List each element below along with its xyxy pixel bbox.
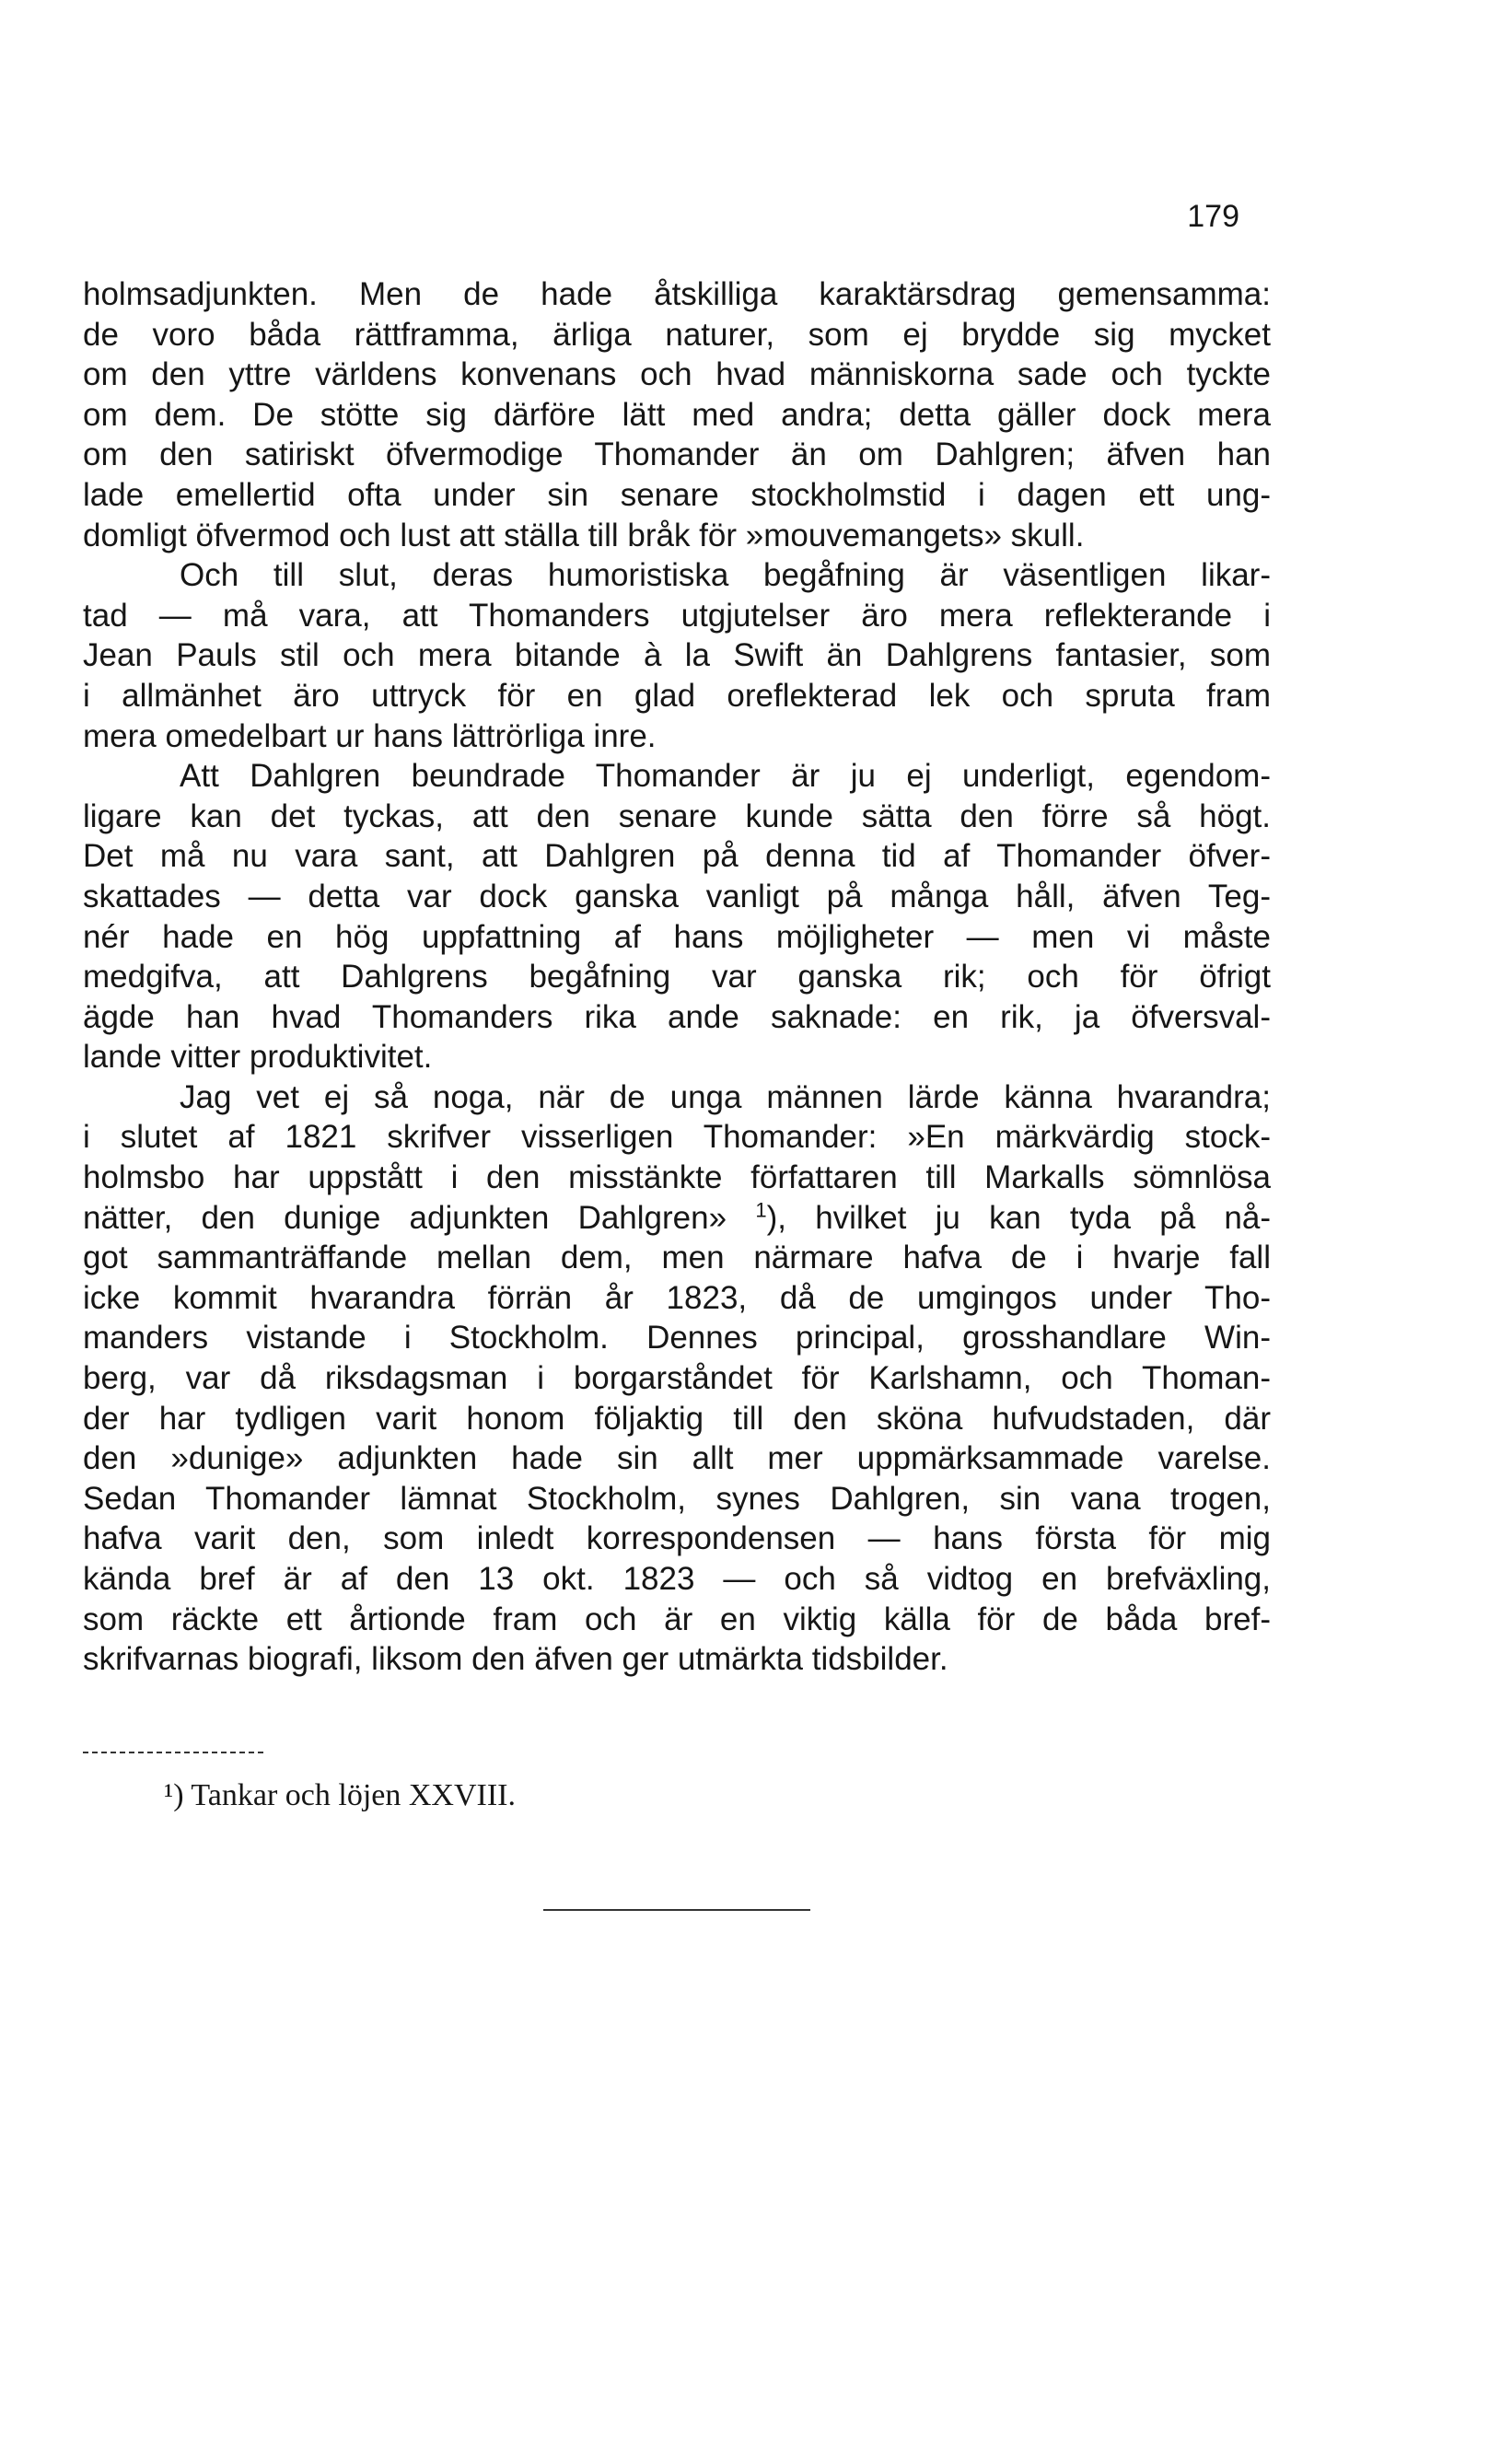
text-line: i slutet af 1821 skrifver visserligen Thomander: »En märkvärdig stock- (83, 1119, 1271, 1156)
text-line: Sedan Thomander lämnat Stockholm, synes Dahlgren, sin vana trogen, (83, 1480, 1271, 1517)
body-text (83, 274, 1271, 1680)
text-line-with-footnote-ref (83, 1198, 1271, 1239)
text-line: icke kommit hvarandra förrän år 1823, då de umgingos under Tho- (83, 1279, 1271, 1316)
page-number: 179 (1187, 199, 1239, 234)
footnote (164, 1777, 516, 1814)
text-line: kända bref är af den 13 okt. 1823 — och så vidtog en brefväxling, (83, 1561, 1271, 1597)
text-segment: nätter, den dunige adjunkten Dahlgren» (83, 1199, 727, 1236)
text-line: Det må nu vara sant, att Dahlgren på denna tid af Thomander öfver- (83, 838, 1271, 875)
footnote-ref[interactable]: 1 (755, 1198, 767, 1221)
text-line: om dem. De stötte sig därföre lätt med andra; detta gäller dock mera (83, 396, 1271, 433)
text-line: de voro båda rättframma, ärliga naturer, som ej brydde sig mycket (83, 316, 1271, 353)
text-line: den »dunige» adjunkten hade sin allt mer uppmärksammade varelse. (83, 1440, 1271, 1477)
footnote-marker: ¹) (164, 1778, 184, 1812)
text-segment: ), hvilket ju kan tyda på nå- (766, 1199, 1271, 1236)
text-line: holmsbo har uppstått i den misstänkte författaren till Markalls sömnlösa (83, 1159, 1271, 1196)
text-line: got sammanträffande mellan dem, men närmare hafva de i hvarje fall (83, 1240, 1271, 1276)
text-line: der har tydligen varit honom följaktig till den sköna hufvudstaden, där (83, 1400, 1271, 1437)
text-line: berg, var då riksdagsman i borgarståndet för Karlshamn, och Thoman- (83, 1360, 1271, 1397)
text-line: ägde han hvad Thomanders rika ande saknade: en rik, ja öfversval- (83, 998, 1271, 1035)
text-line: skattades — detta var dock ganska vanligt på många håll, äfven Teg- (83, 878, 1271, 914)
text-line: Och till slut, deras humoristiska begåfning är väsentligen likar- (180, 557, 1271, 594)
text-line: tad — må vara, att Thomanders utgjutelser äro mera reflekterande i (83, 597, 1271, 634)
text-line: om den yttre världens konvenans och hvad människorna sade och tyckte (83, 356, 1271, 393)
text-line: i allmänhet äro uttryck för en glad oreflekterad lek och spruta fram (83, 677, 1271, 714)
text-line: om den satiriskt öfvermodige Thomander än om Dahlgren; äfven han (83, 437, 1271, 473)
text-line: Att Dahlgren beundrade Thomander är ju ej underligt, egendom- (180, 758, 1271, 795)
text-line: ligare kan det tyckas, att den senare kunde sätta den förre så högt. (83, 798, 1271, 834)
end-rule (543, 1909, 810, 1911)
text-line: hafva varit den, som inledt korrespondensen — hans första för mig (83, 1520, 1271, 1557)
footnote-text: Tankar och löjen XXVIII. (191, 1778, 517, 1812)
text-line: holmsadjunkten. Men de hade åtskilliga karaktärsdrag gemensamma: (83, 276, 1271, 312)
footnote-separator (83, 1752, 263, 1753)
text-line: domligt öfvermod och lust att ställa till bråk för »mouvemangets» skull. (83, 517, 1085, 553)
text-line: skrifvarnas biografi, liksom den äfven ger utmärkta tidsbilder. (83, 1641, 948, 1678)
text-line: Jag vet ej så noga, när de unga männen lärde känna hvarandra; (180, 1078, 1271, 1115)
text-line: medgifva, att Dahlgrens begåfning var ganska rik; och för öfrigt (83, 959, 1271, 995)
text-line: som räckte ett årtionde fram och är en viktig källa för de båda bref- (83, 1601, 1271, 1637)
text-line: Jean Pauls stil och mera bitande à la Swift än Dahlgrens fantasier, som (83, 637, 1271, 674)
text-line: lade emellertid ofta under sin senare stockholmstid i dagen ett ung- (83, 476, 1271, 513)
text-line: lande vitter produktivitet. (83, 1039, 433, 1076)
text-line: mera omedelbart ur hans lättrörliga inre. (83, 717, 657, 754)
text-line: nér hade en hög uppfattning af hans möjligheter — men vi måste (83, 918, 1271, 955)
text-line: manders vistande i Stockholm. Dennes principal, grosshandlare Win- (83, 1320, 1271, 1356)
